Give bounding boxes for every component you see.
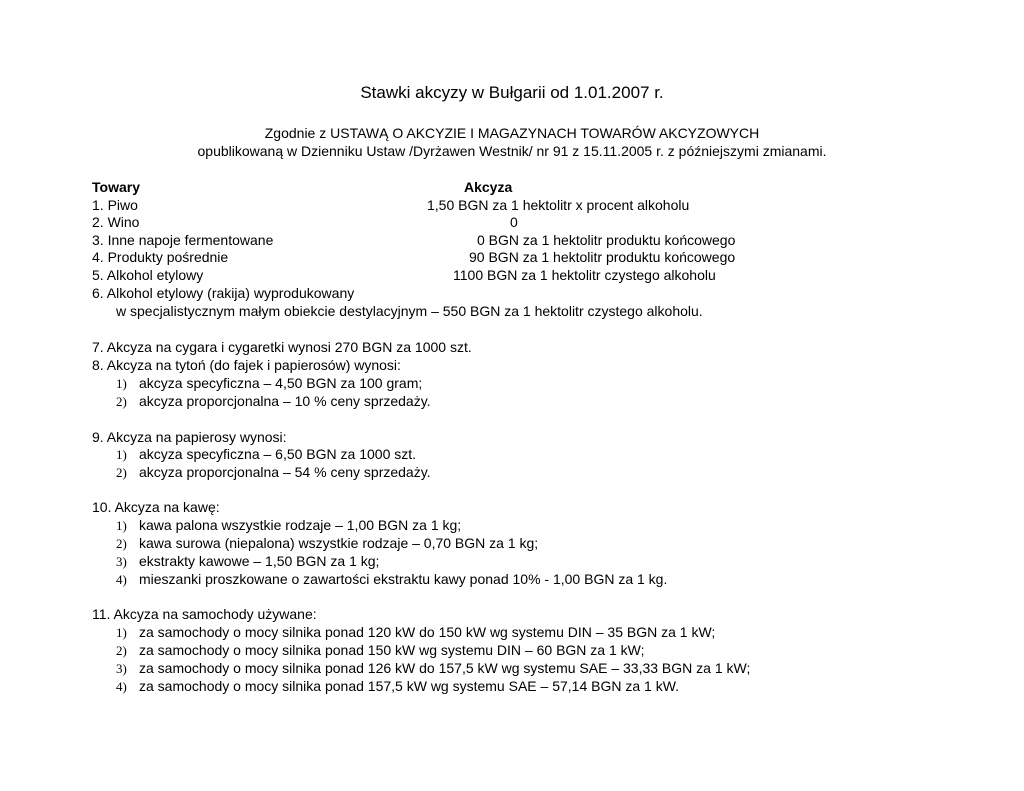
goods-row-4: 4. Produkty pośrednie — [92, 249, 229, 265]
goods-row-3: 3. Inne napoje fermentowane — [92, 232, 274, 248]
list-item-number: 1) — [116, 518, 127, 533]
excise-row-4: 90 BGN za 1 hektolitr produktu końcowego — [469, 249, 736, 265]
list-item-text: kawa surowa (niepalona) wszystkie rodzaje – 0,70 BGN za 1 kg; — [139, 535, 539, 551]
list-item-text: akcyza proporcjonalna – 10 % ceny sprzedaży. — [139, 393, 431, 409]
list-item — [116, 516, 461, 535]
list-item — [116, 552, 379, 571]
excise-row-1: 1,50 BGN za 1 hektolitr x procent alkoholu — [427, 197, 690, 213]
list-item-number: 4) — [116, 572, 127, 587]
header-excise: Akcyza — [464, 179, 513, 195]
list-item-number: 1) — [116, 625, 127, 640]
section-10-heading: 10. Akcyza na kawę: — [92, 499, 220, 515]
section-8-heading: 8. Akcyza na tytoń (do fajek i papierosów) wynosi: — [92, 357, 401, 373]
goods-row-1: 1. Piwo — [92, 197, 138, 213]
list-item-text: za samochody o mocy silnika ponad 120 kW do 150 kW wg systemu DIN – 35 BGN za 1 kW; — [139, 624, 716, 640]
list-item — [116, 392, 431, 411]
header-goods: Towary — [92, 179, 140, 195]
document-title: Stawki akcyzy w Bułgarii od 1.01.2007 r. — [360, 83, 664, 102]
list-item-text: mieszanki proszkowane o zawartości ekstraktu kawy ponad 10% - 1,00 BGN za 1 kg. — [139, 571, 668, 587]
list-item-text: ekstrakty kawowe – 1,50 BGN za 1 kg; — [139, 553, 380, 569]
excise-row-3: 0 BGN za 1 hektolitr produktu końcowego — [477, 232, 736, 248]
excise-row-2: 0 — [510, 214, 518, 230]
section-11-heading: 11. Akcyza na samochody używane: — [92, 606, 317, 622]
list-item-number: 1) — [116, 447, 127, 462]
list-item-number: 2) — [116, 394, 127, 409]
section-7: 7. Akcyza na cygara i cygaretki wynosi 270 BGN za 1000 szt. — [92, 339, 472, 355]
list-item — [116, 641, 645, 660]
list-item-text: akcyza specyficzna – 6,50 BGN za 1000 szt. — [139, 446, 417, 462]
goods-row-5: 5. Alkohol etylowy — [92, 267, 204, 283]
list-item-text: za samochody o mocy silnika ponad 157,5 kW wg systemu SAE – 57,14 BGN za 1 kW. — [139, 678, 680, 694]
list-item-text: akcyza specyficzna – 4,50 BGN za 100 gram; — [139, 375, 423, 391]
list-item — [116, 677, 679, 696]
list-item-text: akcyza proporcjonalna – 54 % ceny sprzedaży. — [139, 464, 431, 480]
goods-row-2: 2. Wino — [92, 214, 140, 230]
goods-row-6: 6. Alkohol etylowy (rakija) wyprodukowany — [92, 285, 355, 301]
goods-row-6-detail: w specjalistycznym małym obiekcie destylacyjnym – 550 BGN za 1 hektolitr czystego alkoholu. — [116, 303, 703, 319]
list-item — [116, 374, 422, 393]
list-item-number: 2) — [116, 465, 127, 480]
subtitle-line-2: opublikowaną w Dzienniku Ustaw /Dyrżawen Westnik/ nr 91 z 15.11.2005 r. z późniejszymi zmianami. — [197, 143, 827, 159]
list-item — [116, 445, 416, 464]
list-item — [116, 463, 431, 482]
list-item — [116, 659, 750, 678]
list-item-text: za samochody o mocy silnika ponad 126 kW do 157,5 kW wg systemu SAE – 33,33 BGN za 1 kW; — [139, 660, 751, 676]
excise-row-5: 1100 BGN za 1 hektolitr czystego alkoholu — [453, 267, 716, 283]
list-item-number: 4) — [116, 679, 127, 694]
list-item — [116, 623, 715, 642]
list-item-number: 2) — [116, 536, 127, 551]
subtitle-line-1: Zgodnie z USTAWĄ O AKCYZIE I MAGAZYNACH TOWARÓW AKCYZOWYCH — [264, 125, 760, 141]
section-9-heading: 9. Akcyza na papierosy wynosi: — [92, 429, 287, 445]
list-item-number: 1) — [116, 376, 127, 391]
list-item-number: 3) — [116, 554, 127, 569]
list-item-text: kawa palona wszystkie rodzaje – 1,00 BGN za 1 kg; — [139, 517, 462, 533]
list-item-text: za samochody o mocy silnika ponad 150 kW wg systemu DIN – 60 BGN za 1 kW; — [139, 642, 645, 658]
list-item-number: 3) — [116, 661, 127, 676]
list-item — [116, 534, 538, 553]
list-item — [116, 570, 667, 589]
list-item-number: 2) — [116, 643, 127, 658]
